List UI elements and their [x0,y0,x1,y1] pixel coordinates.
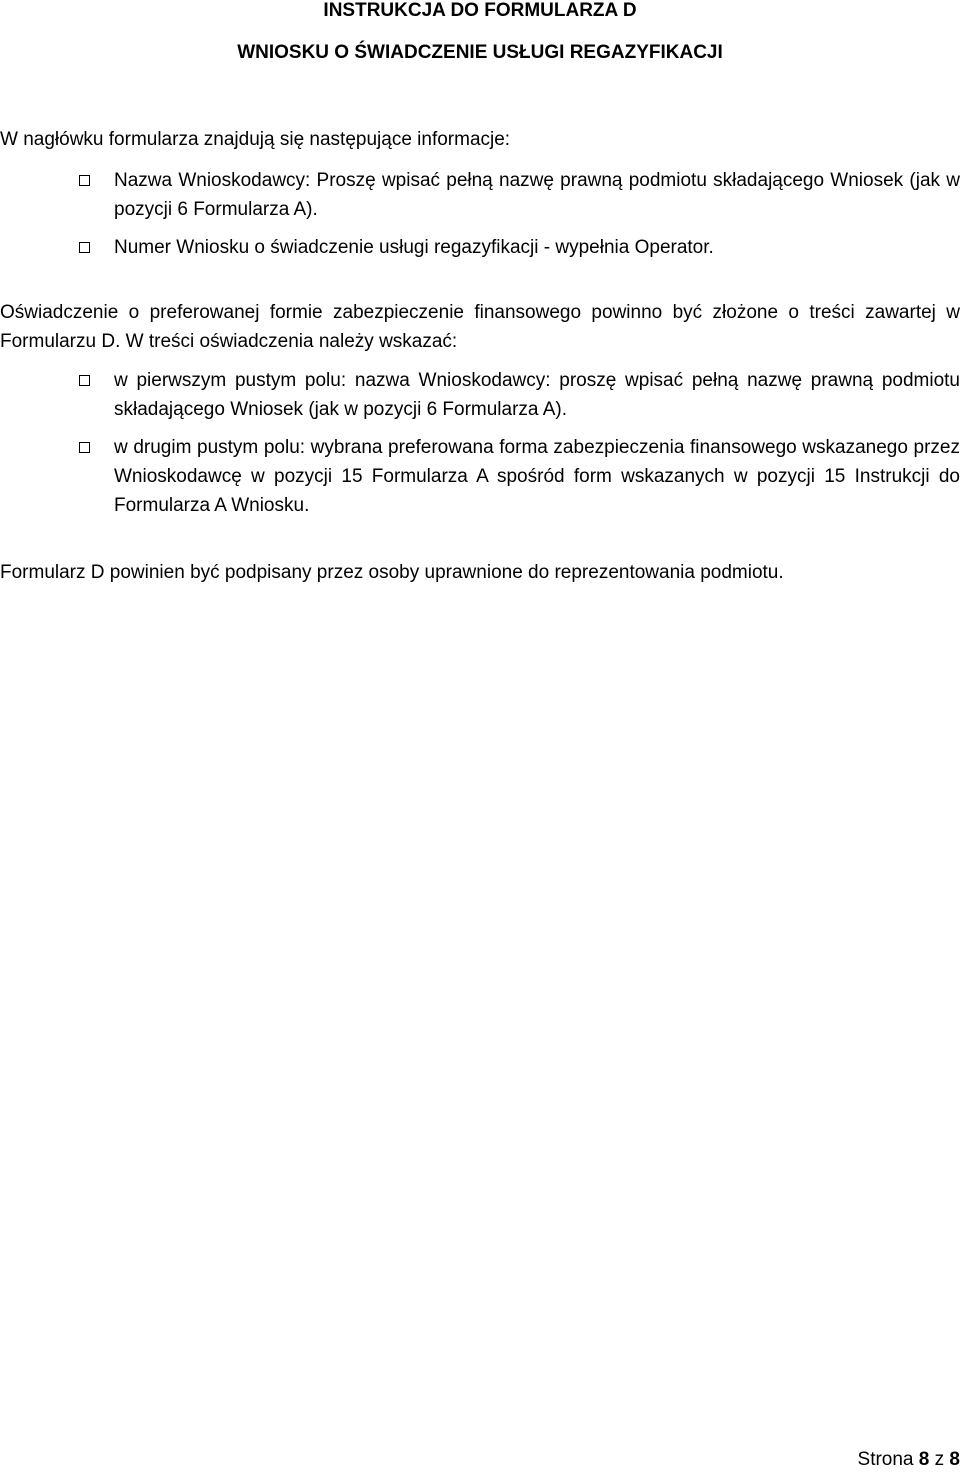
total-pages-number: 8 [949,1449,960,1470]
page-word: Strona [857,1449,914,1470]
page-of-word: z [934,1449,945,1470]
header-intro-paragraph: W nagłówku formularza znajdują się następujące informacje: [0,129,511,150]
declaration-intro-paragraph: Oświadczenie o preferowanej formie zabezpieczenie finansowego powinno być złożone o treści zawartej w Formularzu D. W treści oświadczenia należy wskazać: [0,302,960,352]
declaration-list-item [0,366,960,426]
square-bullet-icon [79,442,90,453]
header-list-item [0,166,960,226]
document-title-line-2: WNIOSKU O ŚWIADCZENIE USŁUGI REGAZYFIKACJI [237,42,723,63]
declaration-item-text-first-field: w pierwszym pustym polu: nazwa Wnioskodawcy: proszę wpisać pełną nazwę prawną podmiotu składającego Wniosek (jak w pozycji 6 Formularza A). [114,370,960,420]
current-page-number: 8 [918,1449,930,1470]
declaration-item-text-second-field: w drugim pustym polu: wybrana preferowana forma zabezpieczenia finansowego wskazanego przez Wnioskodawcę w pozycji 15 Formularza A spośród form wskazanych w pozycji 15 Instrukcji do Formularza A Wniosku. [114,437,960,516]
square-bullet-icon [79,375,90,386]
document-title-line-1: INSTRUKCJA DO FORMULARZA D [323,0,637,21]
page-number-footer [858,1447,960,1473]
square-bullet-icon [79,242,90,253]
declaration-list-item [0,433,960,521]
header-list-item [0,233,960,263]
header-item-text-applicant-name: Nazwa Wnioskodawcy: Proszę wpisać pełną nazwę prawną podmiotu składającego Wniosek (jak w pozycji 6 Formularza A). [114,170,960,220]
signature-note-paragraph: Formularz D powinien być podpisany przez osoby uprawnione do reprezentowania podmiotu. [0,562,784,583]
header-item-text-application-number: Numer Wniosku o świadczenie usługi regazyfikacji - wypełnia Operator. [114,237,714,258]
square-bullet-icon [79,175,90,186]
